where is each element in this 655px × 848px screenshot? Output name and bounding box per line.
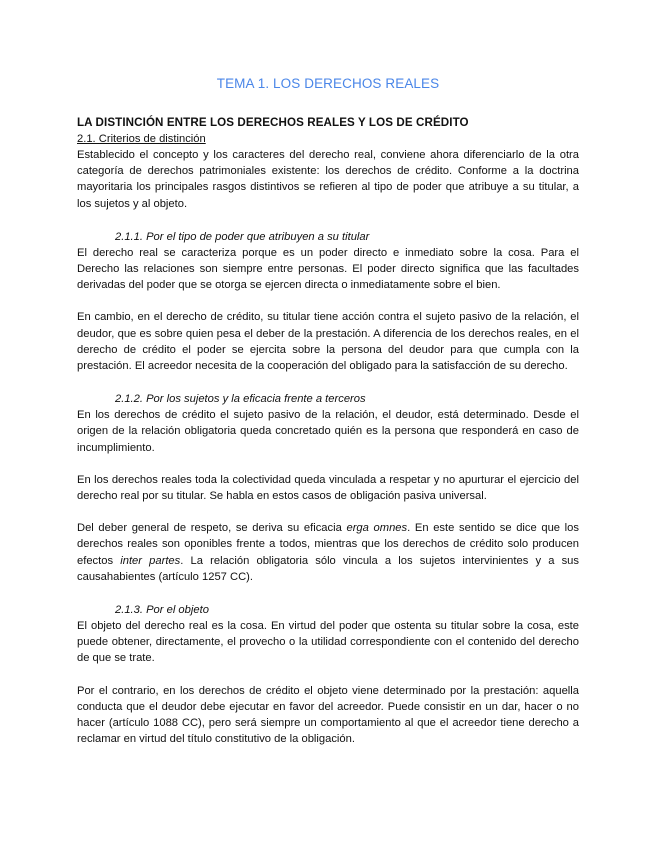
heading-2-1-1: 2.1.1. Por el tipo de poder que atribuyen a su titular	[115, 230, 370, 243]
subsection-heading: 2.1. Criterios de distinción	[77, 133, 206, 145]
heading-2-1-2: 2.1.2. Por los sujetos y la eficacia frente a terceros	[115, 393, 366, 406]
text-span: . En este sentido se dice que los derechos reales son oponibles frente a todos, mientras que los derechos de crédito solo producen efectos	[77, 522, 579, 567]
paragraph-2-1-1-b: En cambio, en el derecho de crédito, su titular tiene acción contra el sujeto pasivo de la relación, el deudor, que es sobre quien pesa el deber de la prestación. A diferencia de los derechos reales, en el derecho de crédito el poder se ejercita sobre la persona del deudor para que cumpla con la prestación. El acreedor necesita de la cooperación del obligado para la satisfacción de su derecho.	[77, 311, 579, 373]
paragraph-2-1-2-a: En los derechos de crédito el sujeto pasivo de la relación, el deudor, está determinado. Desde el origen de la relación obligatoria queda concretado quién es la persona que responderá en caso de incumplimiento.	[77, 409, 579, 454]
paragraph-2-1-3-a: El objeto del derecho real es la cosa. En virtud del poder que ostenta su titular sobre la cosa, este puede obtener, directamente, el provecho o la utilidad correspondiente con el contenido del derecho de que se trate.	[77, 620, 579, 665]
latin-term: erga omnes	[346, 522, 408, 535]
text-span: Del deber general de respeto, se deriva su eficacia	[77, 522, 347, 535]
heading-2-1-3: 2.1.3. Por el objeto	[115, 604, 209, 617]
paragraph-2-1-3-b: Por el contrario, en los derechos de crédito el objeto viene determinado por la prestación: aquella conducta que el deudor debe ejecutar en favor del acreedor. Puede consistir en un dar, hacer o no hacer (artículo 1088 CC), pero será siempre un comportamiento al que el acreedor tiene derecho a reclamar en virtud del título constitutivo de la obligación.	[77, 684, 579, 746]
intro-paragraph: Establecido el concepto y los caracteres del derecho real, conviene ahora diferenciarlo de la otra categoría de derechos patrimoniales existente: los derechos de crédito. Conforme a la doctrina mayoritaria los principales rasgos distintivos se refieren al tipo de poder que atribuye a su titular, a los sujetos y al objeto.	[77, 149, 579, 210]
document-title: TEMA 1. LOS DERECHOS REALES	[216, 76, 440, 91]
section-heading: LA DISTINCIÓN ENTRE LOS DERECHOS REALES Y LOS DE CRÉDITO	[77, 116, 469, 129]
paragraph-2-1-2-b: En los derechos reales toda la colectividad queda vinculada a respetar y no apurturar el ejercicio del derecho real por su titular. Se habla en estos casos de obligación pasiva universal.	[77, 473, 579, 503]
text-span: . La relación obligatoria sólo vincula a los sujetos intervinientes y a sus causahabientes (artículo 1257 CC).	[77, 554, 579, 583]
latin-term: inter partes	[120, 554, 181, 567]
document-page	[77, 76, 579, 747]
paragraph-2-1-1-a: El derecho real se caracteriza porque es un poder directo e inmediato sobre la cosa. Para el Derecho las relaciones son siempre entre personas. El poder directo significa que las facultades derivadas del poder que se otorga se ejercen directa o inmediatamente sobre el bien.	[77, 246, 579, 292]
paragraph-2-1-2-c	[77, 520, 579, 585]
